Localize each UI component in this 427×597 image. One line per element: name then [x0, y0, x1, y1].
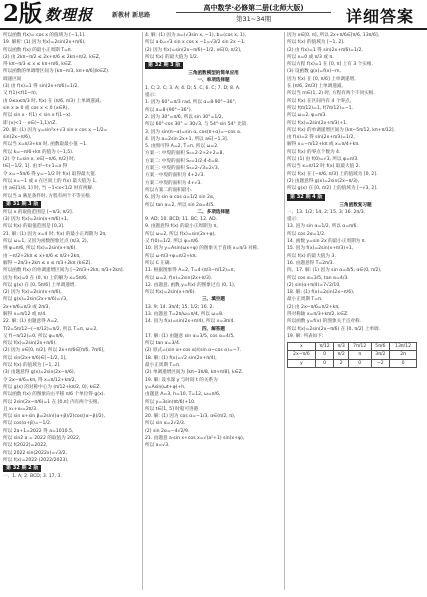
answer-line: 所以 g(x) 在 [0, π/2] 上的值域为 [−√3, 2].	[287, 186, 378, 192]
answer-line: 16. 由题意得 T=2π/3.	[287, 260, 334, 266]
answer-line: (2) 由 2kπ−π/2 ≤ 2x+π/6 ≤ 2kπ+π/2, k∈Z,	[3, 54, 101, 60]
answer-line: 所以 2022·sin(2022x)=√3/2,	[3, 450, 68, 456]
answer-line: 又 f(−π/12)=0, 所以 φ=π/6,	[3, 333, 65, 339]
answer-line: 所以当 x=π/3+kπ 时, 函数取最小值 −1.	[3, 142, 88, 148]
answer-line: 11. 根据图象得 A=2, T=4·(π/3−π/12)=π,	[145, 268, 235, 274]
answer-line: 所以 2sin(2x−π/6)=1 在 [0,π] 内有两个实根,	[3, 399, 99, 405]
answer-line: (2) 由 f(x)=1 得 sin(2x+π/6)=1/2,	[287, 47, 363, 53]
answer-line: 所以 sin x · f(1) < sin x f(1−x).	[3, 113, 73, 119]
answer-line: (2) 单调递增区间为 [kπ−3π/8, kπ+π/8], k∈Z.	[145, 370, 244, 376]
answer-line: (2) sin(α+π/4)=7√2/10.	[287, 282, 341, 288]
table-cell: 0	[348, 359, 371, 367]
answer-line: 所以 cos 2α=1/2.	[287, 231, 326, 237]
answer-line: 又 f(1)<f(1−π),	[3, 91, 38, 97]
answer-line: 12. 由题意, 函数 y=f(x) 的图象过点 (0, 1),	[145, 282, 236, 288]
answer-line: 所以 a=√3.	[145, 443, 170, 449]
answer-line: 10. 因为 y=Asin(ωx+φ) 的图象关于直线 x=π/3 对称,	[145, 246, 259, 252]
table-cell: 2π	[390, 351, 417, 359]
answer-line: 所以 sin(2x+π/6)∈[−1/2, 1],	[3, 355, 67, 361]
answer-line: 所以函数 f(x)= cos x 的值域为 [−1,1].	[3, 33, 86, 38]
answer-line: 所以方程 f(x)=1 在 [0, π] 上有 3 个实根.	[287, 62, 373, 68]
answer-line: 提示:	[145, 93, 156, 99]
answer-line: 所以 t∈[1, 5] 时船可进港.	[145, 406, 200, 412]
page-title: 详细答案	[346, 7, 415, 26]
table-cell: 7π/12	[348, 343, 371, 351]
answer-line: 所以 ω=1, 又因为函数图象过点 (π/3, 2),	[3, 239, 89, 245]
answer-line: 所以 x=0 或 π/3 或 π.	[287, 54, 334, 60]
answer-line: 一、1. A; 2. BCD; 3. 17, 3.	[3, 474, 62, 480]
table-cell: y	[288, 359, 316, 367]
answer-line: 所以 C 正确.	[145, 260, 171, 266]
answer-line: 9. AD; 10. BCD; 11. BC; 12. AD.	[145, 217, 218, 223]
answer-line: 解得 x=π/12 或 π/4.	[3, 311, 47, 317]
answer-line	[287, 193, 424, 202]
table-row	[288, 359, 417, 367]
issue-range: 第31~34期	[236, 15, 271, 23]
answer-line: 因为 f(x)=0 在 (0, π) 上的解为 x=5π/6,	[3, 275, 88, 281]
answer-line: 14. 因为 f(x)=sin(2x+π/4), 所以 x=3π/4.	[145, 319, 235, 325]
edition-label: 2版	[3, 0, 43, 27]
answer-line: 解得 x=−π/12+kπ 或 x=π/4+kπ.	[287, 142, 360, 148]
answer-line: (2) 由 2x−π/6=π/2+kπ,	[287, 304, 340, 310]
answer-line: 所以 sin α=2√2/3.	[145, 421, 186, 427]
answer-line: 三角函数模型的简单应用	[188, 71, 239, 77]
answer-line: 得对称轴 x=π/3+kπ/2, k∈Z.	[287, 311, 349, 317]
answer-line: (2) sin 2α=−4√2/9.	[145, 428, 190, 434]
answer-line: 15. 因为 f(x)=2sin(x+π/3)+1,	[287, 246, 354, 252]
answer-line: 所以 f(x) 的值域为 [−1, 2].	[287, 40, 345, 46]
answer-line: 18. 解: (1) f(x)=2sin(2x−π/6),	[287, 290, 355, 296]
answer-line: 3. 因为 sin(π−α)=sin α, cos(π+α)=−cos α.	[145, 129, 242, 135]
table-cell: 0	[315, 359, 334, 367]
answer-line: 所以 tan α=3/4.	[145, 341, 181, 347]
answer-line: 所以 g(x)=2sin(2x+π/6)=√3,	[3, 297, 68, 303]
answer-line	[145, 61, 282, 70]
answer-line: 所以 ω=2, φ=π/3.	[287, 113, 327, 119]
answer-line: 4. 因为 a=2sin 2x+1, 所以 a∈[−1,3].	[145, 136, 229, 142]
answer-line: 方案二中堤的面积为 4+√3.	[145, 180, 202, 186]
answer-line: 所以 f(π/12)=1, f(7π/12)=−1.	[287, 105, 354, 111]
answer-line: 由题意 A=3, h=10, T=12, ω=π/6,	[145, 392, 221, 398]
answer-line: (2) 由题意得 g(x)=2sin(2x−π/3),	[287, 178, 360, 184]
issue-tag: 第 32 期 2 版	[3, 465, 41, 472]
answer-line: t∈[−1/2, 1]. 由 t²−t+1=a 得	[3, 164, 68, 170]
answer-line: T/2=5π/12−(−π/12)=π/2, 所以 T=π, ω=2,	[3, 326, 98, 332]
newspaper-logo: 数理报	[45, 6, 94, 24]
answer-line: 所以当 a 满足条件时, 方程有两个不等实根.	[3, 193, 92, 199]
answer-line: 21. 解: (1) 因为 x=4 时, f(x) 的最小正周期为 2π,	[3, 231, 107, 237]
answer-line: (3) 因为 f(x)=2sin(x+π/6)+1,	[3, 217, 69, 223]
answer-line: 所以 f(x)=2sin(2x+π/3)+1.	[287, 120, 348, 126]
issue-tag: 第 32 期 4 版	[287, 194, 325, 201]
answer-line: 所以 y=3sin(πt/6)+10.	[145, 399, 196, 405]
table-cell: π	[348, 351, 371, 359]
answer-line: 所以 f(x)=2sin(x+π/6).	[145, 290, 196, 296]
table-cell: 13π/12	[390, 343, 417, 351]
answer-line: 17. 解: (1) 由题意 sin α=3/5, cos α=4/5,	[145, 333, 235, 339]
answer-line: 二、多项选择题	[197, 209, 230, 215]
answer-line: 所以 sin2 a = 2022 的取值为 2022,	[3, 436, 81, 442]
answer-line: 所以 sin α+sin β=2sin((α+β)/2)cos((α−β)/2),	[3, 414, 105, 420]
answer-line: 则 φ=π/6, 所以 f(x)=2sin(x+π/6).	[3, 246, 77, 252]
answer-line: 由 a∈[1/4, 1] 时, 当 −1<x<1/2 时有两解.	[3, 186, 94, 192]
table-cell: 0	[315, 351, 334, 359]
answer-line: 1. 因为 60°=π/3 rad, 所以 α=8·90°−36°,	[145, 100, 237, 106]
answer-line: 所以当 x=π/12 时 f(x) 取最大值 2.	[287, 164, 361, 170]
answer-line: (2) 令 t=sin x, x∈[−π/6, π/2] 时,	[3, 157, 76, 163]
answer-line: 所以 ω=2, f(x)=2sin(2x+π/3).	[145, 275, 213, 281]
issue-tag: 第 31 期 3 版	[3, 201, 41, 208]
answer-line: 13. 9; 14. 3π/4; 15. 1/2; 16. 2.	[145, 304, 214, 310]
table-row	[288, 343, 417, 351]
answer-line: 所以 60°·cos 30° = 30√3, 与 54°·sin 54° 比较.	[145, 122, 248, 128]
answer-line: 所以 ω·π/3+φ=π/2+kπ,	[145, 253, 197, 259]
answer-line: (3) 由 f(x)=1 得 sin(2x+π/6)=1/2,	[3, 84, 79, 90]
answer-line: 所以 f(x) 的最大值为 3.	[287, 253, 336, 259]
answer-line: 13. 因为 sin α=1/2, 所以 α=π/6.	[287, 224, 358, 230]
answer-line: 方案二: 中堤的面积 S₂=1/2·4·4=8.	[145, 158, 220, 164]
answer-line: 所以 g(x) 在 [0, 5π/6] 上单调递增.	[3, 282, 76, 288]
answer-line: 19. 解: 列表如下:	[287, 333, 324, 339]
answer-line: 所以 x=−1 或 x 在区间上的 f(x) 最大值为 1,	[3, 178, 97, 184]
answer-line: 即 |x|<1 ·· x∈(−1,1)∩Z.	[3, 120, 57, 126]
answer-line: 一、13. 1/2; 14. 2; 15. 3; 16. 2π/3.	[287, 209, 366, 215]
answer-line: 所以函数 f(x) 的最小正周期 T=π.	[3, 47, 73, 53]
answer-line: 14. 函数 y=sin 2x 的最小正周期为 π.	[287, 239, 366, 245]
answer-line: 所以当 m∈(1, 2) 时, 方程有两个不同实根.	[287, 91, 375, 97]
answer-line: sin(2x−π/6),	[3, 135, 32, 141]
answer-line: 三角函数复习题	[339, 202, 372, 208]
answer-column-2	[145, 32, 282, 590]
answer-line: 所以 g(x) 的对称中心为 (π/12+kπ/2, 0), k∈Z.	[3, 384, 101, 390]
answer-line: 方案一: 中堤的面积 S₁=2·2+2+2=8,	[145, 151, 224, 157]
table-cell: 3π/2	[371, 351, 390, 359]
answer-line: 所以 f(x) 的取值范围是 [0,3].	[3, 224, 65, 230]
answer-line: 所以 a·b=√3 sin x cos x −1=√3/2 sin 2x −1.	[145, 40, 246, 46]
answer-line: 19. 解析: (1) 因为 f(x)=2sin(2x+π/6),	[3, 40, 86, 46]
answer-line: (2) 因为 f(x)=2sin(x+π/6),	[3, 290, 62, 296]
answer-line: 所以 cos α=3/5, tan α=4/3.	[287, 275, 349, 281]
answer-line: 19. 解: 设水深 y 与时间 t 的关系为	[145, 377, 218, 383]
table-cell: 5π/6	[371, 343, 390, 351]
answer-line: 四、解答题	[202, 326, 225, 332]
answer-line: 18. 解: (1) f(x)=√2 sin(2x+π/4),	[145, 355, 217, 361]
subject-title: 高中数学·必修第二册(北师大版)	[203, 4, 304, 12]
answer-line: 所以 ω=2, 所以 f(x)=sin(2x+φ),	[145, 231, 216, 237]
answer-line: 三、填空题	[202, 297, 225, 303]
answer-line: 在 [π/6, 2π/3] 上单调递减,	[287, 84, 343, 90]
answer-line: (3) 由题意得 g(x)=2sin(2x−π/6),	[3, 370, 76, 376]
answer-line: 所以 f(x) 的零点个数为 4.	[287, 149, 341, 155]
answer-line: 所以 tan α=2, 所以 sin 2α=4/5.	[145, 202, 215, 208]
answer-line: 得 kπ−π/3 ≤ x ≤ kπ+π/6, k∈Z.	[3, 62, 73, 68]
table-cell: π/12	[315, 343, 334, 351]
answer-line: 因为 x∈[0, π], 所以 2x+π/6∈[π/6, 13π/6],	[287, 33, 380, 38]
answer-line: (2) 因为 f(x)=sin(2x−π/6)−1/2, x∈[0, π/2],	[145, 47, 242, 53]
answer-line: 调递区间	[3, 76, 22, 82]
answer-line: 一、单项选择题	[197, 78, 230, 84]
answer-line: 解得 −2π/3+2kπ ≤ x ≤ π/3+2kπ (k∈Z).	[3, 260, 92, 266]
answer-column-1	[3, 32, 140, 590]
column-divider	[142, 32, 143, 590]
answer-line: 20. 解: (1) 因为 y=sin²x+√3 sin x cos x −1/2=	[3, 127, 108, 133]
table-cell: 0	[390, 359, 417, 367]
answer-line: 方案一中堤的面积为 4+2√3.	[145, 173, 205, 179]
answer-line: 4. 解: (1) 因为 a=(√3sin x, −1), b=(cos x, 1),	[145, 33, 247, 38]
answer-line: sin x ≥ 0 或 cos x < 0 (x∈R),	[3, 105, 69, 111]
answer-line: 6. 因为 sin α cos α=1/2 sin 2α,	[145, 195, 215, 201]
answer-line: 最小正周期 T=π.	[145, 363, 181, 369]
answer-line: 2x+π/6=π/3 或 2π/3,	[3, 304, 50, 310]
answer-line: 令 2x−π/6=kπ, 得 x=π/12+kπ/2,	[3, 377, 76, 383]
table-cell: π/3	[334, 343, 348, 351]
answer-line: 所以 f(x) 的值域为 [−1, 2].	[3, 363, 61, 369]
answer-line: 由 −π/2+2kπ ≤ x+π/6 ≤ π/2+2kπ,	[3, 253, 81, 259]
answer-line: 1. C; 2. C; 3. A; 4. D; 5. C; 6. C; 7. D; 8. A.	[145, 85, 241, 91]
answer-line: 所以 k=−π/6+kπ 的值为 (−1,5).	[3, 149, 74, 155]
answer-line	[3, 200, 140, 209]
answer-line: 所以函数 f(x) 的单调递增区间为 [−2π/3+2kπ, π/3+2kπ].	[3, 268, 125, 274]
answer-line: 9. 由题意得 f(x) 的最小正周期为 π,	[145, 224, 218, 230]
answer-line: 所以 x 的取值范围是 [−π/3, π/2].	[3, 209, 74, 215]
answer-line: 四、17. 解: (1) 因为 sin α=4/5, α∈(0, π/2),	[287, 268, 382, 274]
header-divider	[0, 28, 427, 30]
answer-line: 由 f(x)=2 得 sin(2x+π/3)=1/2,	[287, 135, 355, 141]
answer-line: 由 0≤x≤π/3 时, f(x) 在 (π/6, π/3) 上单调递减,	[3, 98, 101, 104]
answer-line: 所以函数 f(x) 的图象向右平移 π/6 个单位得 g(x).	[3, 392, 106, 398]
header-rule	[176, 12, 331, 13]
answer-line: 所以 f(2022)=2022,	[3, 443, 48, 449]
table-cell: 2x−π/6	[288, 351, 316, 359]
answer-line: 因为 f(x) 在 [0, π/6] 上单调递增,	[287, 76, 356, 82]
answer-line: 2. 因为 30°=π/6, 所以 sin 30°=1/2,	[145, 114, 224, 120]
answer-line: 所以 2a+1=2022 得 a=1010.5,	[3, 428, 74, 434]
table-row	[288, 351, 417, 359]
answer-line: 提示:	[287, 217, 298, 223]
answer-line: (2) 因为 x∈[0, π/2], 所以 2x+π/6∈[π/6, 7π/6],	[3, 348, 105, 354]
value-table	[287, 342, 417, 368]
table-cell: π/2	[334, 351, 348, 359]
answer-line: 所以 cos(α+β)=−1/2.	[3, 421, 52, 427]
table-cell: −2	[371, 359, 390, 367]
answer-line: 且 x₁+x₂=2π/3.	[3, 406, 38, 412]
answer-line: 所以 f(x) 的最大值为 1/2.	[145, 54, 199, 60]
page-header	[0, 0, 427, 30]
answer-line: 令 x=−5π/6 得 y=−1/2 时 f(x) 取得最大值.	[3, 171, 97, 177]
answer-column-3	[287, 32, 424, 590]
answer-line: 所以 (1) 由 f(0)=√3, 所以 φ=π/3.	[287, 157, 359, 163]
answer-line: 22. 解: (1) 由题意得 A=2,	[3, 319, 59, 325]
answer-line: 所以 f(x) 在区间内有 4 个零点,	[287, 98, 352, 104]
answer-line: 所以 f(x)=2022·(2022/2023).	[3, 457, 69, 463]
answer-line: 所以方案二的面积最小.	[145, 187, 193, 193]
answer-line: 所以函数 y=f(x) 的图象关于点对称.	[287, 319, 361, 325]
slogan: 新教材 新思路	[112, 12, 151, 19]
table-cell: 2	[334, 359, 348, 367]
answer-line: 5. 由图可得 A=2, T=π, 所以 ω=2.	[145, 144, 219, 150]
answer-line: 所以 f(x)=2sin(2x−π/6) 在 [0, π/2] 上单调.	[287, 326, 381, 332]
answer-line: 所以 f(x)=2sin(2x+π/6).	[3, 341, 57, 347]
answer-line: 20. 解: (1) 因为 cos α=−1/3, α∈(π/2, π),	[145, 414, 236, 420]
answer-line: 13. 由题意 T=2π/ω=π/4, 所以 ω=8.	[145, 311, 224, 317]
answer-line: (2) 原式=(sin α+cos α)/(sin α−cos α)=−7.	[145, 348, 242, 354]
answer-line: 又 f(0)=1/2, 所以 φ=π/6.	[145, 239, 200, 245]
answer-line: 所以函数的单调增区间为 [kπ−π/3, kπ+π/6](k∈Z).	[3, 69, 110, 75]
issue-tag: 第 32 期 3 版	[145, 62, 183, 69]
answer-line: 所以 f(x) 的单调递增区间为 [kπ−5π/12, kπ+π/12].	[287, 127, 395, 133]
answer-line: y=Asin(ωt+φ)+h,	[145, 384, 186, 390]
answer-line: (3) 设函数 g(x)=f(x)−m,	[287, 69, 341, 75]
column-divider	[284, 32, 285, 590]
answer-line: 方案三: 中堤的面积 S₃=2·√3=2√3,	[145, 166, 220, 172]
answer-line: 最小正周期 T=π.	[287, 297, 323, 303]
answer-line: 21. 由题意 a·sin x+cos x=√(a²+1) sin(x+φ),	[145, 436, 245, 442]
table-cell: x	[288, 343, 316, 351]
answer-line: 所以 α=8·(90°−36°).	[145, 107, 193, 113]
answer-line: 所以 f(x) 在 [−π/6, π/3] 上的值域为 [0, 2].	[287, 171, 378, 177]
